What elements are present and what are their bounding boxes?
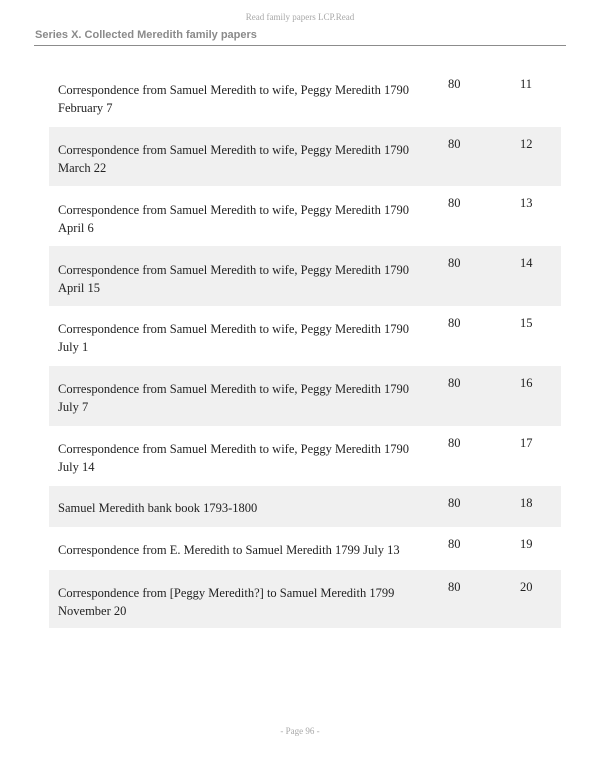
- table-row: [49, 527, 561, 570]
- row-description: Correspondence from Samuel Meredith to wife, Peggy Meredith 1790 April 6: [58, 203, 409, 235]
- row-box: 80: [448, 196, 461, 210]
- table-row: [49, 486, 561, 527]
- row-description: Correspondence from Samuel Meredith to wife, Peggy Meredith 1790 April 15: [58, 263, 409, 295]
- row-box: 80: [448, 537, 461, 551]
- running-header: Read family papers LCP.Read: [245, 12, 355, 22]
- table-row: [49, 366, 561, 426]
- header-rule: [34, 45, 566, 46]
- row-description: Correspondence from Samuel Meredith to wife, Peggy Meredith 1790 July 7: [58, 382, 409, 414]
- table-row: [49, 127, 561, 186]
- row-description: Correspondence from Samuel Meredith to wife, Peggy Meredith 1790 July 14: [58, 442, 409, 474]
- row-folder: 13: [520, 196, 533, 210]
- row-description: Correspondence from Samuel Meredith to wife, Peggy Meredith 1790 March 22: [58, 143, 409, 175]
- page-number: - Page 96 -: [280, 726, 320, 736]
- row-box: 80: [448, 256, 461, 270]
- table-row: [49, 246, 561, 306]
- table-row: [49, 426, 561, 486]
- table-row: [49, 186, 561, 246]
- table-row: [49, 570, 561, 628]
- row-folder: 18: [520, 496, 533, 510]
- row-box: 80: [448, 77, 461, 91]
- row-folder: 20: [520, 580, 533, 594]
- row-description: Correspondence from [Peggy Meredith?] to Samuel Meredith 1799 November 20: [58, 586, 395, 618]
- row-box: 80: [448, 436, 461, 450]
- container-list: [49, 67, 561, 628]
- row-folder: 12: [520, 137, 533, 151]
- row-description: Samuel Meredith bank book 1793-1800: [58, 501, 258, 515]
- row-box: 80: [448, 316, 461, 330]
- table-row: [49, 67, 561, 127]
- row-box: 80: [448, 580, 461, 594]
- row-folder: 19: [520, 537, 533, 551]
- series-title: Series X. Collected Meredith family papers: [35, 29, 257, 41]
- table-row: [49, 306, 561, 366]
- row-box: 80: [448, 376, 461, 390]
- row-folder: 16: [520, 376, 533, 390]
- row-box: 80: [448, 496, 461, 510]
- row-description: Correspondence from Samuel Meredith to wife, Peggy Meredith 1790 July 1: [58, 322, 409, 354]
- row-folder: 11: [520, 77, 533, 91]
- row-folder: 17: [520, 436, 533, 450]
- row-folder: 15: [520, 316, 533, 330]
- row-description: Correspondence from Samuel Meredith to wife, Peggy Meredith 1790 February 7: [58, 83, 409, 115]
- row-box: 80: [448, 137, 461, 151]
- row-folder: 14: [520, 256, 533, 270]
- row-description: Correspondence from E. Meredith to Samuel Meredith 1799 July 13: [58, 543, 400, 557]
